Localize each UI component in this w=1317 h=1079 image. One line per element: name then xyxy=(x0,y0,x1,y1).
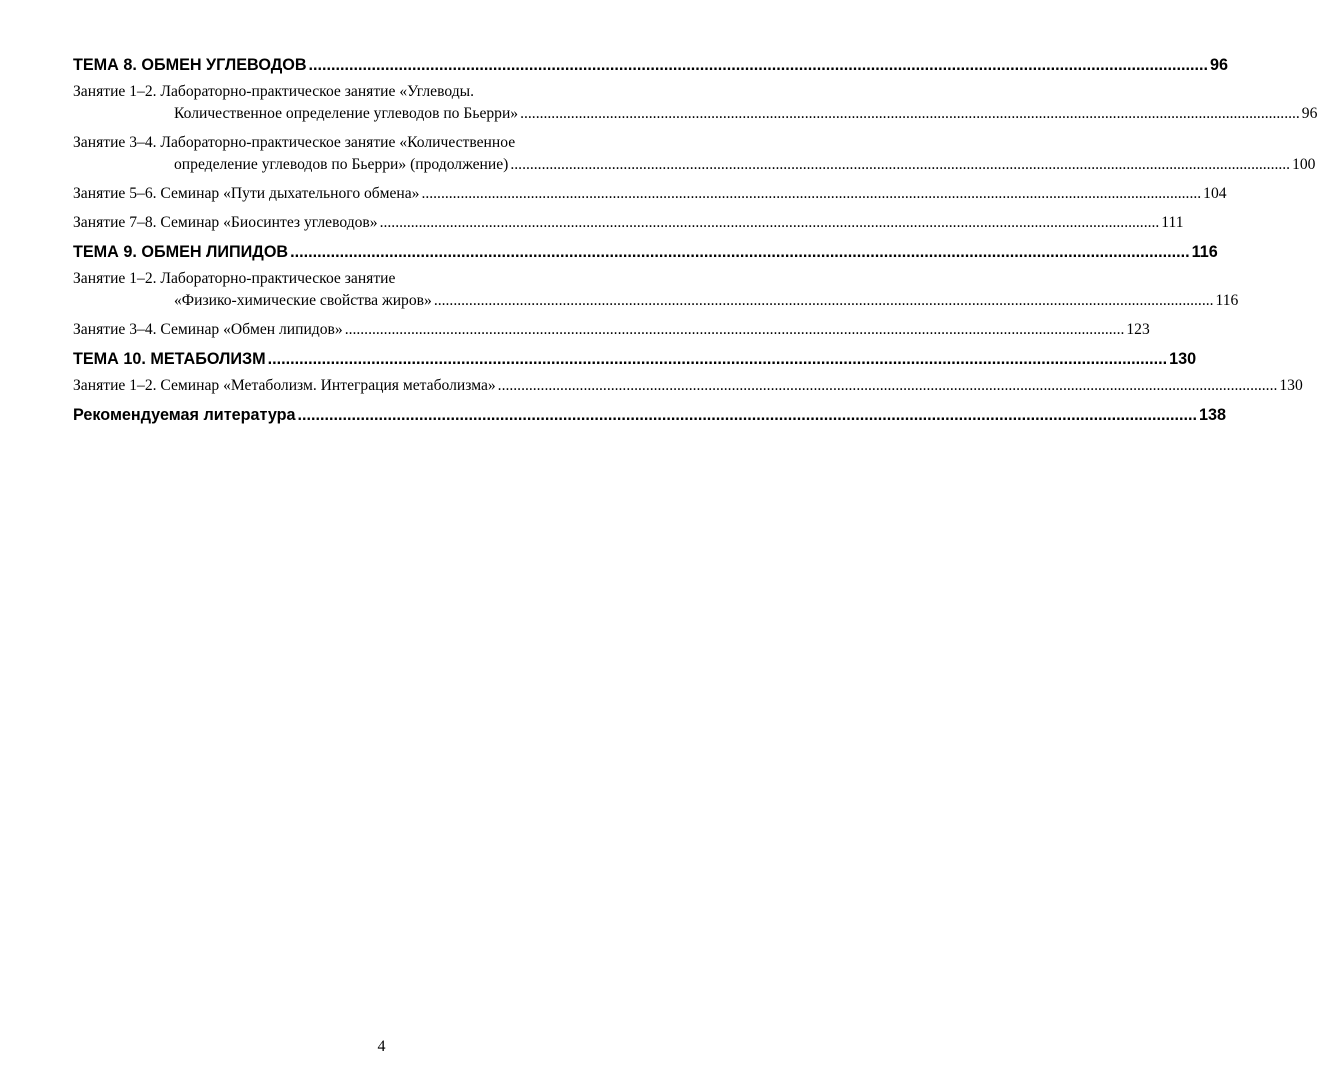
leader-dots: ........................................................................................................................................................................................................ xyxy=(510,156,1291,173)
toc-entry[interactable] xyxy=(73,180,1227,209)
toc-entry-line: «Физико-химические свойства жиров» xyxy=(174,292,432,309)
toc-page-number: 96 xyxy=(1301,105,1317,122)
toc-entry[interactable] xyxy=(73,129,1316,180)
leader-dots: ........................................................................................................................................................................................................ xyxy=(497,377,1278,394)
toc-entry-line: Занятие 3–4. Семинар «Обмен липидов» xyxy=(73,321,343,338)
toc-topic-9[interactable] xyxy=(73,239,1218,265)
leader-dots: ........................................................................................................................................................................................................ xyxy=(290,243,1190,261)
leader-dots: ........................................................................................................................................................................................................ xyxy=(379,214,1160,231)
toc-topic-8[interactable] xyxy=(73,52,1229,78)
toc-entry[interactable] xyxy=(73,316,1150,345)
toc-page-number: 130 xyxy=(1279,377,1303,394)
toc-entry[interactable] xyxy=(73,372,1303,401)
leader-dots: ........................................................................................................................................................................................................ xyxy=(308,56,1209,74)
page-number: 4 xyxy=(377,1038,386,1055)
toc-entry-line: Занятие 1–2. Лабораторно-практическое занятие «Углеводы. xyxy=(73,83,475,100)
leader-dots: ........................................................................................................................................................................................................ xyxy=(267,350,1168,368)
toc-entry-line: определение углеводов по Бьерри» (продолжение) xyxy=(174,156,509,173)
toc-entry[interactable] xyxy=(73,265,1239,316)
toc-topic-10[interactable] xyxy=(73,346,1197,372)
toc-page-number: 111 xyxy=(1161,214,1184,231)
toc-entry-line: Количественное определение углеводов по Бьерри» xyxy=(174,105,519,122)
toc-entry-line: Занятие 5–6. Семинар «Пути дыхательного обмена» xyxy=(73,185,420,202)
leader-dots: ........................................................................................................................................................................................................ xyxy=(344,321,1125,338)
toc-literature[interactable] xyxy=(73,402,1227,428)
leader-dots: ........................................................................................................................................................................................................ xyxy=(433,292,1214,309)
toc-entry[interactable] xyxy=(73,209,1184,238)
toc-page-number: 123 xyxy=(1126,321,1150,338)
toc-topic-title: ТЕМА 10. МЕТАБОЛИЗМ xyxy=(73,350,266,368)
toc-entry-line: Занятие 3–4. Лабораторно-практическое занятие «Количественное xyxy=(73,134,516,151)
toc-topic-title: ТЕМА 8. ОБМЕН УГЛЕВОДОВ xyxy=(73,56,307,74)
toc-entry-line: Занятие 1–2. Лабораторно-практическое занятие xyxy=(73,270,396,287)
toc-page-number: 116 xyxy=(1215,292,1239,309)
toc-page-number: 130 xyxy=(1169,350,1197,368)
table-of-contents xyxy=(73,52,1317,428)
toc-entry-line: Занятие 7–8. Семинар «Биосинтез углеводов» xyxy=(73,214,378,231)
leader-dots: ........................................................................................................................................................................................................ xyxy=(421,185,1202,202)
toc-entry-line: Занятие 1–2. Семинар «Метаболизм. Интеграция метаболизма» xyxy=(73,377,496,394)
toc-page-number: 96 xyxy=(1210,56,1229,74)
toc-topic-title: Рекомендуемая литература xyxy=(73,406,296,424)
toc-page-number: 104 xyxy=(1203,185,1227,202)
toc-page-number: 116 xyxy=(1191,243,1218,261)
leader-dots: ........................................................................................................................................................................................................ xyxy=(520,105,1300,122)
toc-page-number: 100 xyxy=(1292,156,1316,173)
toc-page-number: 138 xyxy=(1199,406,1227,424)
toc-topic-title: ТЕМА 9. ОБМЕН ЛИПИДОВ xyxy=(73,243,289,261)
leader-dots: ........................................................................................................................................................................................................ xyxy=(297,406,1198,424)
toc-entry[interactable] xyxy=(73,78,1317,129)
